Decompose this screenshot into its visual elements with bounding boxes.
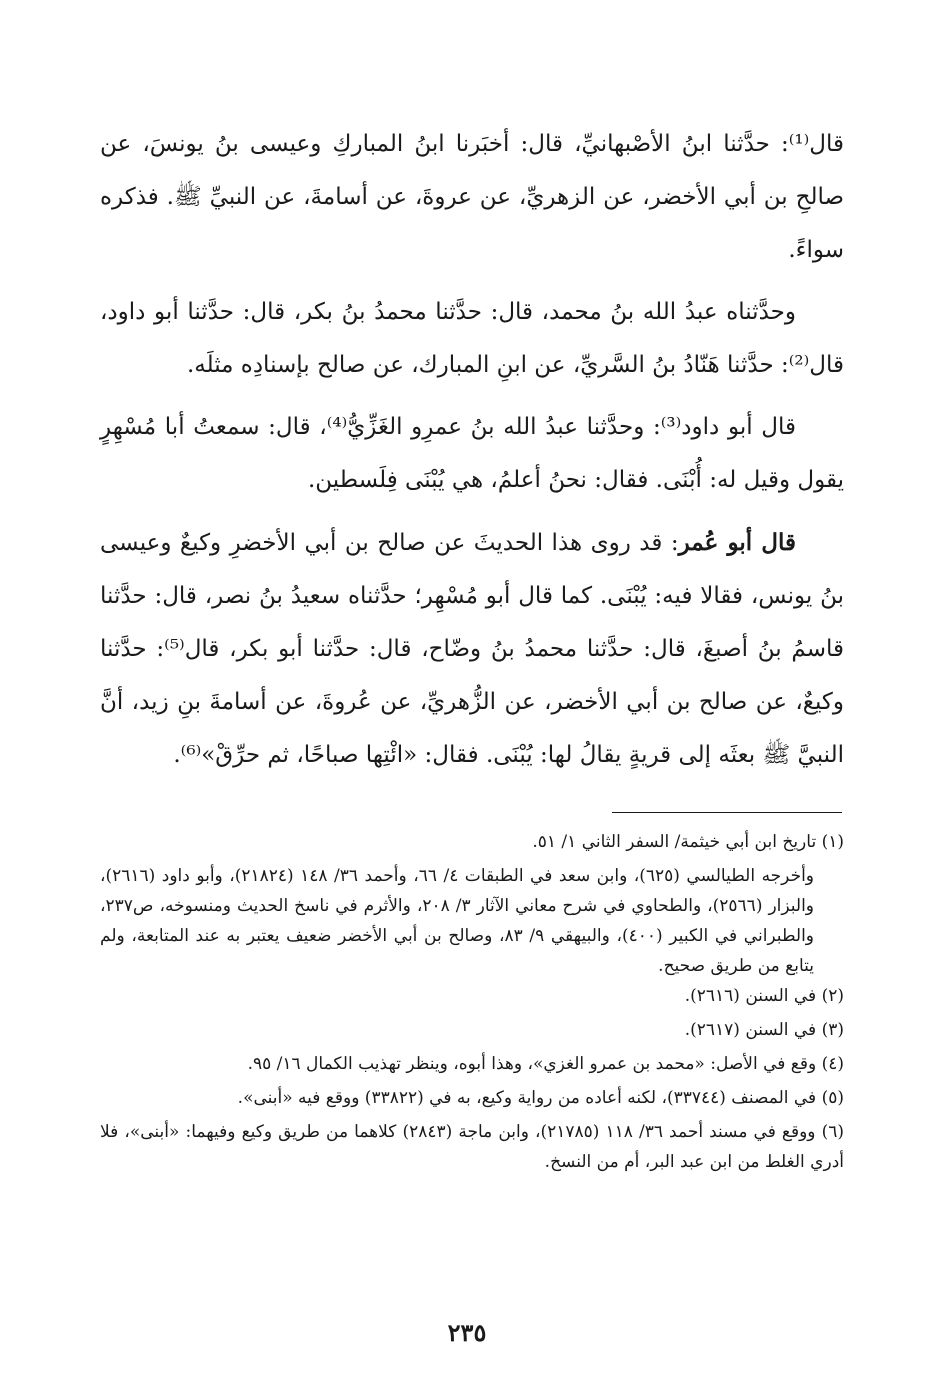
paragraph-4-body: : قد روى هذا الحديثَ عن صالح بن أبي الأخضرِ وكيعٌ وعيسى بنُ يونس، فقالا فيه: يُبْنَى. كما قال أبو مُسْهِر؛ حدَّثناه سعيدُ بنُ نصر، قال: حدَّثنا قاسمُ بنُ أصبغَ، قال: حدَّثنا محمدُ بنُ وضّاح، قال: حدَّثنا أبو بكر، قال⁽⁵⁾: حدَّثنا وكيعٌ، عن صالح بن أبي الأخضر، عن الزُّهريِّ، عن عُروةَ، عن أسامةَ بنِ زيد، أنَّ النبيَّ ﷺ بعثَه إلى قريةٍ يقالُ لها: يُبْنَى. فقال: «ائْتِها صباحًا، ثم حرِّقْ»⁽⁶⁾.	[100, 530, 844, 768]
page-number: ٢٣٥	[447, 1318, 487, 1347]
paragraph-2: وحدَّثناه عبدُ الله بنُ محمد، قال: حدَّثنا محمدُ بنُ بكر، قال: حدَّثنا أبو داود، قال⁽²⁾: حدَّثنا هَنّادُ بنُ السَّريِّ، عن ابنِ المبارك، عن صالح بإسنادِه مثلَه.	[100, 299, 844, 378]
footnotes	[100, 827, 844, 1181]
footnote-3: (٣) في السنن (٢٦١٧).	[684, 1020, 844, 1040]
footnote-separator	[612, 812, 842, 813]
footnote-4: (٤) وقع في الأصل: «محمد بن عمرو الغزي»، وهذا أبوه، وينظر تهذيب الكمال ١٦/ ٩٥.	[247, 1054, 844, 1074]
paragraph-3: قال أبو داود⁽³⁾: وحدَّثنا عبدُ الله بنُ عمرِو الغَزِّيُّ⁽⁴⁾، قال: سمعتُ أبا مُسْهِرٍ يقول وقيل له: أُبْنَى. فقال: نحنُ أعلمُ، هي يُبْنَى فِلَسطين.	[100, 414, 844, 493]
paragraph-4	[100, 516, 844, 782]
footnote-2: (٢) في السنن (٢٦١٦).	[684, 986, 844, 1006]
main-text	[100, 118, 844, 791]
footnote-5: (٥) في المصنف (٣٣٧٤٤)، لكنه أعاده من رواية وكيع، به في (٣٣٨٢٢) ووقع فيه «أبنى».	[237, 1088, 844, 1108]
paragraph-1: قال⁽¹⁾: حدَّثنا ابنُ الأصْبهانيِّ، قال: أخبَرنا ابنُ المباركِ وعيسى بنُ يونسَ، عن صالحِ بن أبي الأخضر، عن الزهريِّ، عن عروةَ، عن أسامةَ، عن النبيِّ ﷺ. فذكره سواءً.	[100, 131, 844, 263]
paragraph-4-lead: قال أبو عُمر	[678, 529, 796, 556]
footnote-1: (١) تاريخ ابن أبي خيثمة/ السفر الثاني ١/ ٥١.	[532, 832, 844, 852]
footnote-1-continuation: وأخرجه الطيالسي (٦٢٥)، وابن سعد في الطبقات ٤/ ٦٦، وأحمد ٣٦/ ١٤٨ (٢١٨٢٤)، وأبو داود (٢٦١٦)، والبزار (٢٥٦٦)، والطحاوي في شرح معاني الآثار ٣/ ٢٠٨، والأثرم في ناسخ الحديث ومنسوخه، ص٢٣٧، والطبراني في الكبير (٤٠٠)، والبيهقي ٩/ ٨٣، وصالح بن أبي الأخضر ضعيف يعتبر به عند المتابعة، ولم يتابع من طريق صحيح.	[100, 866, 815, 976]
footnote-6: (٦) ووقع في مسند أحمد ٣٦/ ١١٨ (٢١٧٨٥)، وابن ماجة (٢٨٤٣) كلاهما من طريق وكيع وفيهما: «أبنى»، فلا أدري الغلط من ابن عبد البر، أم من النسخ.	[100, 1122, 844, 1172]
